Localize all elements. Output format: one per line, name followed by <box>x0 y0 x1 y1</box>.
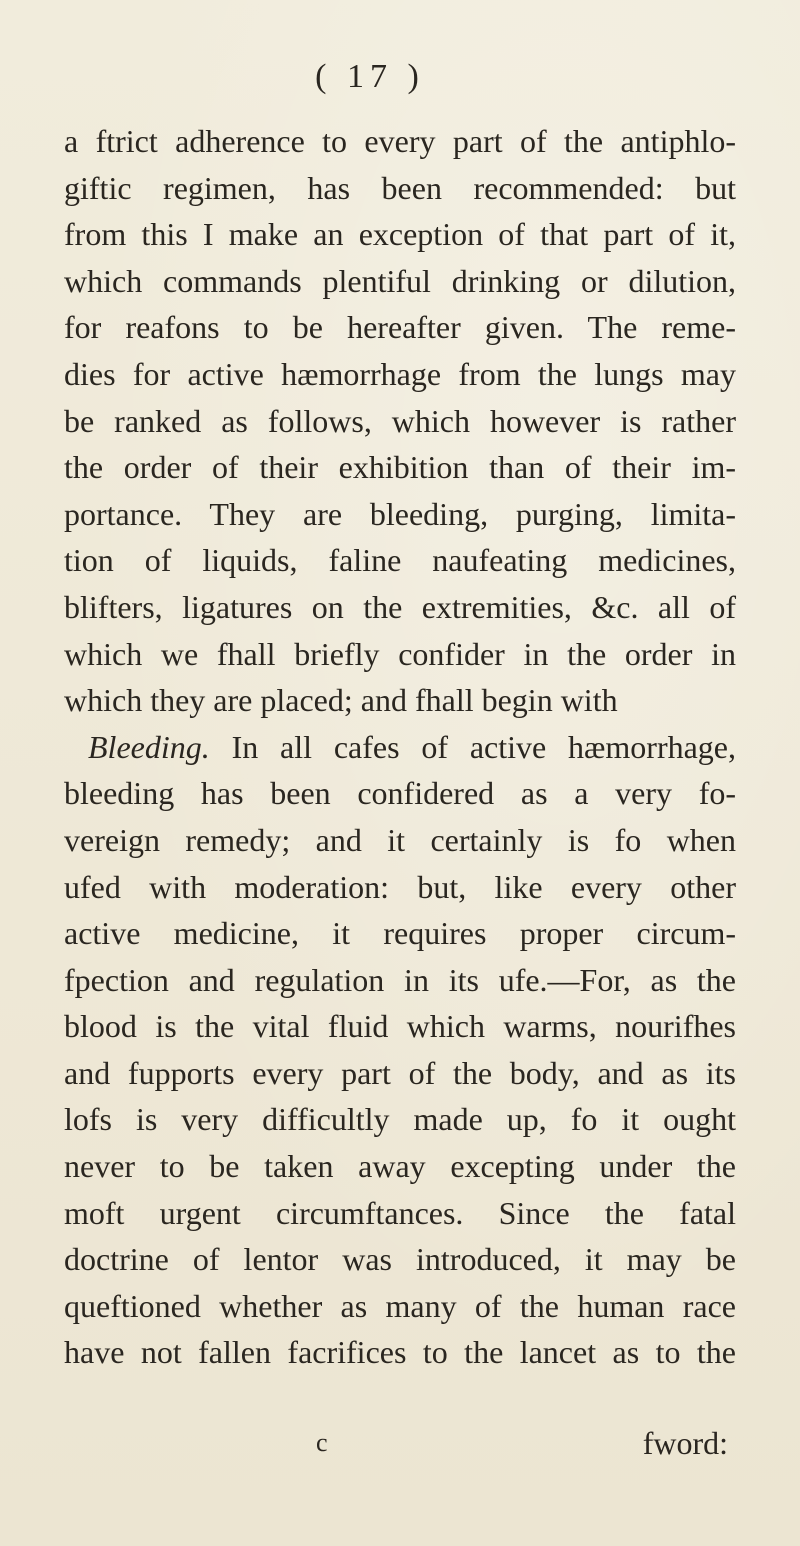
section-line-4: active medicine, it requires proper circum- <box>64 915 736 952</box>
text-line-3: from this I make an exception of that part of it, <box>64 216 736 253</box>
text-line-11: blifters, ligatures on the extremities, &c. all of <box>64 588 736 625</box>
text-line-1: a ftrict adherence to every part of the antiphlo- <box>64 123 736 159</box>
section-line-2: vereign remedy; and it certainly is fo when <box>64 821 736 858</box>
page-number-header: ( 17 ) <box>315 58 425 95</box>
catchword: fword: <box>642 1425 728 1461</box>
text-line-13: which they are placed; and fhall begin with <box>64 682 618 719</box>
section-first-line <box>64 724 736 771</box>
text-line-6: dies for active hæmorrhage from the lungs may <box>64 355 736 392</box>
section-line-1: bleeding has been confidered as a very fo- <box>64 775 736 812</box>
section-line-11: doctrine of lentor was introduced, it may be <box>64 1241 736 1278</box>
section-line-7: and fupports every part of the body, and as its <box>64 1054 736 1091</box>
section-heading-bleeding: Bleeding. <box>88 728 210 765</box>
text-line-2: giftic regimen, has been recommended: but <box>64 169 736 206</box>
section-line-12: queftioned whether as many of the human race <box>64 1287 736 1324</box>
section-line-6: blood is the vital fluid which warms, nourifhes <box>64 1008 736 1045</box>
section-line-3: ufed with moderation: but, like every other <box>64 868 736 905</box>
text-line-12: which we fhall briefly confider in the order in <box>64 635 736 672</box>
text-line-9: portance. They are bleeding, purging, limita- <box>64 495 736 532</box>
text-line-4: which commands plentiful drinking or dilution, <box>64 262 736 299</box>
section-line-8: lofs is very difficultly made up, fo it ought <box>64 1101 736 1138</box>
section-line-9: never to be taken away excepting under the <box>64 1148 736 1185</box>
section-line-10: moft urgent circumftances. Since the fatal <box>64 1194 736 1231</box>
body-text <box>64 118 736 1376</box>
text-line-5: for reafons to be hereafter given. The reme- <box>64 309 736 346</box>
text-line-8: the order of their exhibition than of their im- <box>64 449 736 486</box>
section-line-5: fpection and regulation in its ufe.—For, as the <box>64 961 736 998</box>
signature-mark: c <box>316 1428 328 1457</box>
section-line-13: have not fallen facrifices to the lancet as to the <box>64 1334 736 1371</box>
section-first-line-text: In all cafes of active hæmorrhage, <box>231 728 737 765</box>
text-line-7: be ranked as follows, which however is rather <box>64 402 736 439</box>
text-line-10: tion of liquids, faline naufeating medicines, <box>64 542 736 579</box>
page-footer <box>64 1420 736 1466</box>
